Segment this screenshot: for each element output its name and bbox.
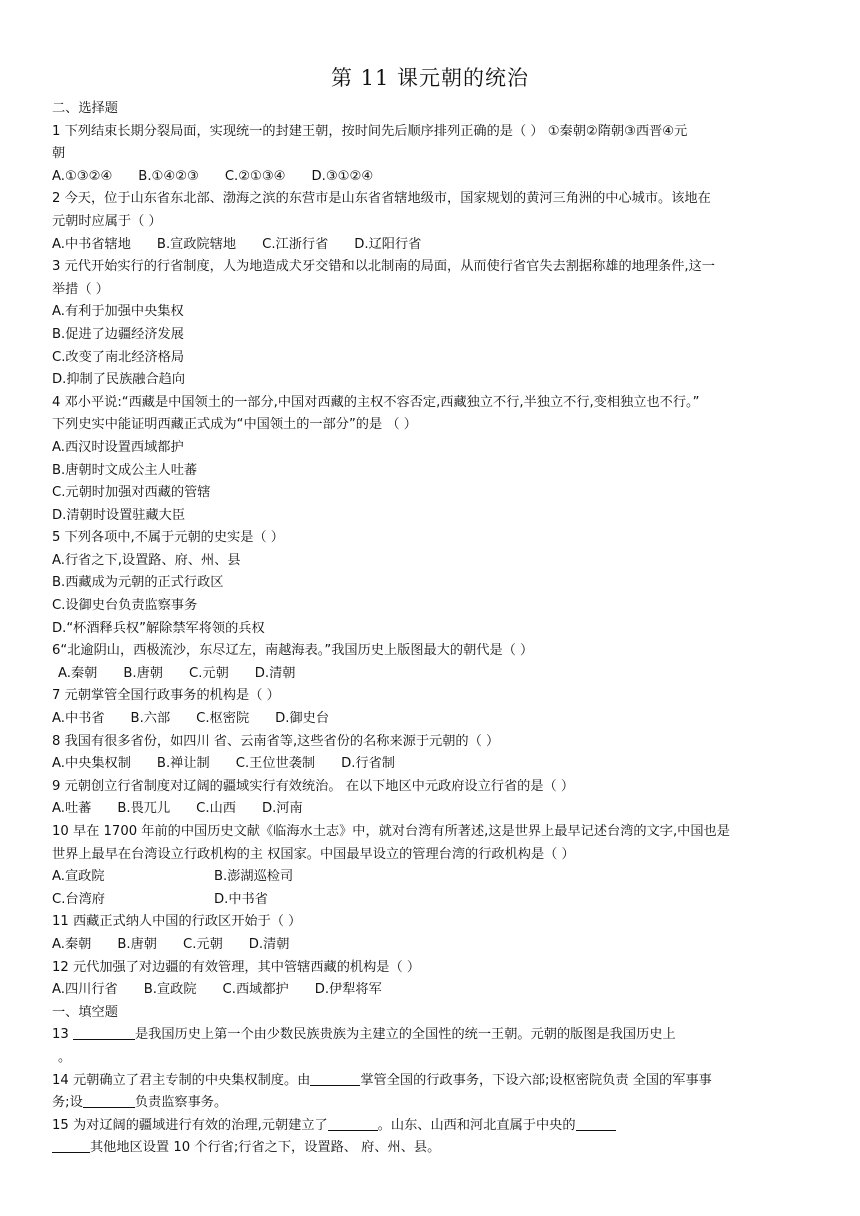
question-8-options [52,753,812,776]
answer-blank[interactable] [576,1116,616,1131]
question-13-text-cont: 。 [58,1049,72,1065]
question-15-text-part: 。山东、山西和河北直属于中央的 [377,1117,576,1133]
option-a: A.西汉时设置西域都护 [52,439,184,455]
question-14-text [52,1070,812,1093]
option-c: C.元朝 [188,665,229,681]
option-a: A.秦朝 [52,936,92,952]
option-d: D.清朝 [248,936,290,952]
option-c: C.元朝 [182,936,223,952]
option-a: A.吐蕃 [52,801,92,817]
question-4-text: 4 邓小平说:“西藏是中国领土的一部分,中国对西藏的主权不容否定,西藏独立不行,半独立不行,变相独立也不行。” [52,394,700,410]
question-7-options [52,708,812,731]
option-b: B.宣政院辖地 [156,236,237,252]
option-a: A.行省之下,设置路、府、州、县 [52,552,241,568]
option-a: A.有利于加强中央集权 [52,304,184,320]
question-11-options [52,934,812,957]
option-c: C.元朝时加强对西藏的管辖 [52,485,211,501]
option-d: D.清朝 [254,665,296,681]
question-4-text-cont: 下列史实中能证明西藏正式成为“中国领土的一部分”的是 （ ） [52,417,417,433]
question-6-options [52,663,812,686]
option-b: B.唐朝 [117,936,157,952]
question-11-text: 11 西藏正式纳人中国的行政区开始于（ ） [52,914,302,930]
option-a: A.中书省 [52,711,105,727]
option-b: B.畏兀儿 [117,801,171,817]
option-c: C.设御史台负责监察事务 [52,598,198,614]
option-b: B.澎湖巡检司 [214,869,294,885]
option-a: A.宣政院 [52,869,105,885]
answer-blank[interactable] [310,1071,360,1086]
option-d: D.抑制了民族融合趋向 [52,372,186,388]
question-9-options [52,798,812,821]
option-b: B.唐朝时文成公主人吐蕃 [52,462,198,478]
option-d: D.行省制 [341,756,395,772]
option-c: C.改变了南北经济格局 [52,349,185,365]
option-a: A.四川行省 [52,982,118,998]
question-8-text: 8 我国有很多省份，如四川 省、云南省等,这些省份的名称来源于元朝的（ ） [52,733,500,749]
option-c: C.山西 [196,801,236,817]
option-d: D.河南 [261,801,303,817]
option-b: B.①④②③ [138,168,199,184]
question-1-text-cont: 朝 [52,146,66,162]
question-13-text [52,1024,812,1047]
option-d: D.辽阳行省 [354,236,422,252]
question-10-text-cont: 世界上最早在台湾设立行政机构的主 权国家。中国最早设立的管理台湾的行政机构是（ ） [52,846,575,862]
question-14-text-cont [52,1092,812,1115]
question-10-options-row-2 [52,889,812,912]
section-heading-fill: 一、填空题 [52,1004,118,1020]
question-14-text-part: 务;设 [52,1095,83,1111]
answer-blank[interactable] [328,1116,378,1131]
option-d: D.③①②④ [311,168,374,184]
option-c: C.王位世袭制 [235,756,316,772]
question-12-options [52,979,812,1002]
question-13-text-part: 是我国历史上第一个由少数民族贵族为主建立的全国性的统一王朝。元朝的版图是我国历史上 [134,1027,676,1043]
question-9-text: 9 元朝创立行省制度对辽阔的疆域实行有效统治。 在以下地区中元政府设立行省的是（ ） [52,778,575,794]
question-15-text-cont [52,1137,812,1160]
question-12-text: 12 元代加强了对边疆的有效管理，其中管辖西藏的机构是（ ） [52,959,421,975]
option-d: D.御史台 [275,711,330,727]
option-b: B.唐朝 [123,665,163,681]
question-15-text-part: 15 为对辽阔的疆域进行有效的治理,元朝建立了 [52,1117,328,1133]
option-c: C.台湾府 [52,891,105,907]
option-d: D.“杯酒释兵权”解除禁军将领的兵权 [52,620,265,636]
question-2-options [52,234,812,257]
question-13-number: 13 [52,1027,69,1043]
question-14-text-part: 负责监察事务。 [134,1095,228,1111]
question-7-text: 7 元朝掌管全国行政事务的机构是（ ） [52,688,280,704]
question-1-options [52,166,812,189]
option-a: A.①③②④ [52,168,113,184]
section-heading-choice: 二、选择题 [52,101,118,116]
option-c: C.②①③④ [224,168,286,184]
answer-blank[interactable] [52,1138,90,1153]
option-b: B.西藏成为元朝的正式行政区 [52,575,224,591]
option-b: B.促进了边疆经济发展 [52,326,184,342]
page-title: 第 11 课元朝的统治 [330,66,530,90]
option-b: B.六部 [130,711,171,727]
question-10-text: 10 早在 1700 年前的中国历史文献《临海水土志》中，就对台湾有所著述,这是世界上最早记述台湾的文字,中国也是 [52,824,730,839]
option-a: A.中书省辖地 [52,236,131,252]
question-15-text [52,1115,812,1138]
question-3-text: 3 元代开始实行的行省制度，人为地造成犬牙交错和以北制南的局面，从而使行省官失去割据称雄的地理条件,这一 [52,259,715,275]
document-body [52,98,812,1160]
question-14-text-part: 14 元朝确立了君主专制的中央集权制度。由 [52,1072,311,1088]
question-15-text-part: 其他地区设置 10 个行省;行省之下，设置路、 府、州、县。 [90,1140,441,1156]
option-d: D.伊犁将军 [314,982,382,998]
option-d: D.中书省 [214,891,268,907]
question-6-text: 6“北逾阴山，西极流沙，东尽辽左，南越海表。”我国历史上版图最大的朝代是（ ） [52,643,534,659]
question-1-text: 1 下列结束长期分裂局面，实现统一的封建王朝，按时间先后顺序排列正确的是（ ） ①秦朝②隋朝③西晋④元 [52,123,688,139]
option-c: C.江浙行省 [262,236,329,252]
question-14-text-part: 掌管全国的行政事务，下设六部;设枢密院负责 全国的军事事 [360,1072,712,1088]
option-c: C.枢密院 [196,711,250,727]
question-2-text: 2 今天，位于山东省东北部、渤海之滨的东营市是山东省省辖地级市，国家规划的黄河三角洲的中心城市。该地在 [52,191,711,207]
question-5-text: 5 下列各项中,不属于元朝的史实是（ ） [52,530,284,546]
question-3-text-cont: 举措（ ） [52,281,109,297]
option-b: B.宣政院 [143,982,197,998]
option-d: D.清朝时设置驻藏大臣 [52,507,186,523]
option-a: A.中央集权制 [52,756,131,772]
option-a: A.秦朝 [58,665,98,681]
option-b: B.禅让制 [156,756,210,772]
option-c: C.西域都护 [222,982,289,998]
answer-blank[interactable] [73,1025,135,1040]
question-2-text-cont: 元朝时应属于（ ） [52,213,162,229]
answer-blank[interactable] [83,1093,135,1108]
question-10-options-row-1 [52,866,812,889]
